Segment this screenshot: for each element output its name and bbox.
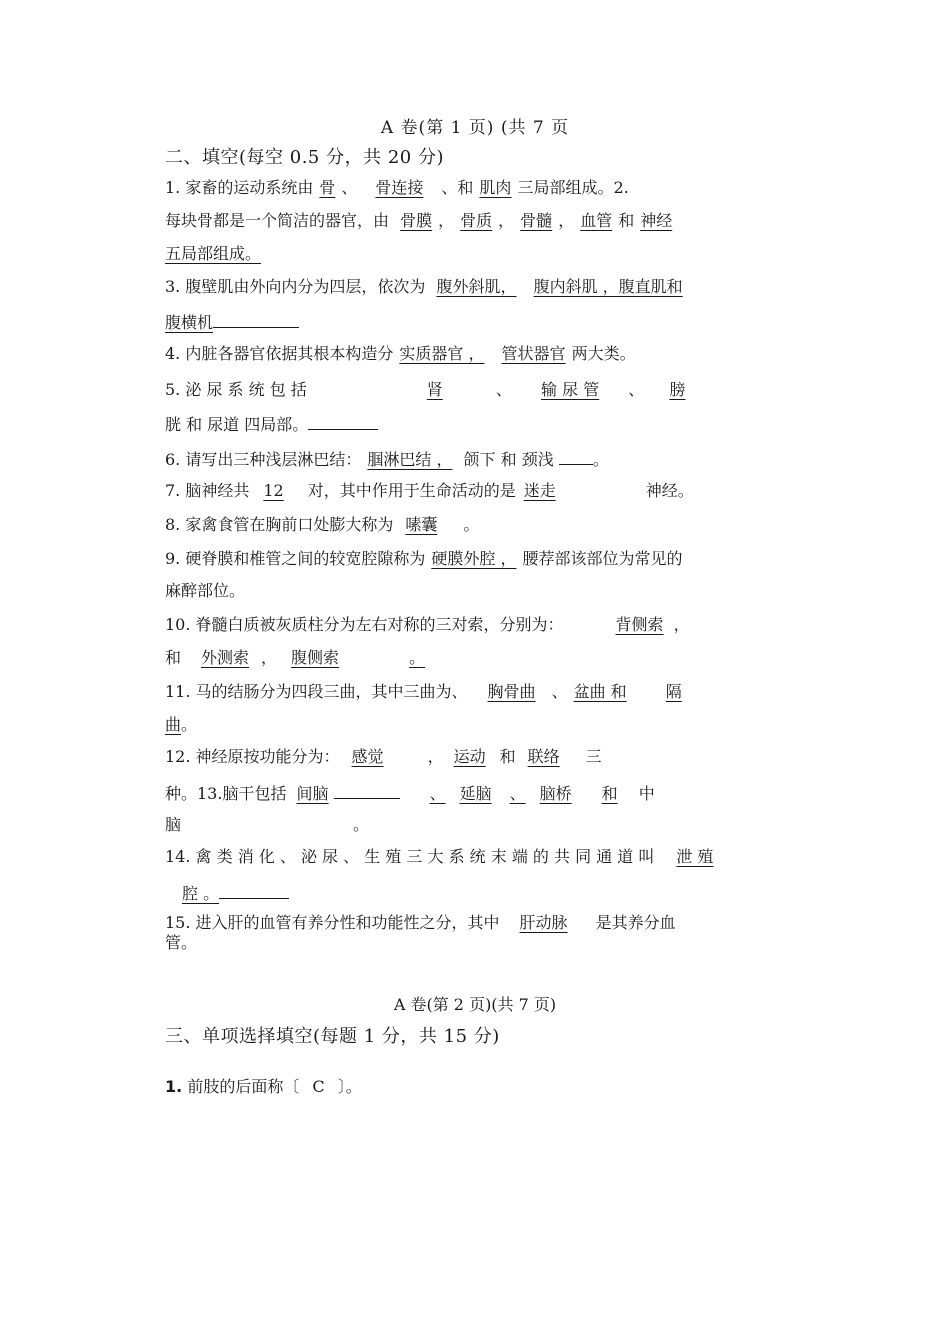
answer-blank [559,446,593,465]
section2-title: 二、填空(每空 0.5 分，共 20 分) [165,147,444,168]
answer-blank [308,411,378,430]
answer: 外测索 [201,648,250,667]
answer: 膀 [669,380,686,399]
answer-blank [213,309,299,328]
answer: 骨髓 [520,211,553,230]
question-14-line2: 腔 。 [182,880,804,905]
page2-header: A 卷(第 2 页)(共 7 页) [393,995,557,1014]
answer: 肝动脉 [519,913,568,932]
page1-header: A 卷(第 1 页) (共 7 页 [380,118,570,138]
section3-title: 三、单项选择填空(每题 1 分，共 15 分) [165,1026,500,1047]
question-13-line2: 脑 。 [165,815,370,834]
question-14: 14. 禽 类 消 化 、 泌 尿 、 生 殖 三 大 系 统 末 端 的 共 同 通 道 叫 泄 殖 [165,847,714,866]
question-3: 3. 腹壁肌由外向内分为四层，依次为 腹外斜肌， 腹内斜肌 ，腹直肌和 [165,276,787,298]
mc-answer: C [312,1077,325,1096]
answer: 隔 [665,682,682,701]
question-4: 4. 内脏各器官依据其根本构造分 实质器官 ， 管状器官 两大类。 [165,344,636,363]
answer: 迷走 [523,481,556,500]
question-10: 10. 脊髓白质被灰质柱分为左右对称的三对索，分别为： 背侧索 ， [165,615,690,634]
answer: 腹内斜肌 ，腹直肌和 [533,277,683,296]
question-3-line2: 腹横机 [165,309,787,334]
answer: 脑桥 [539,784,572,803]
answer: 神经 [640,211,673,230]
answer: 胸骨曲 [487,682,536,701]
question-11: 11. 马的结肠分为四段三曲，其中三曲为、 胸骨曲 、 盆曲 和 隔 [165,682,682,701]
answer: 血管 [580,211,613,230]
answer: 12 [263,481,284,500]
question-15: 15. 进入肝的血管有养分性和功能性之分，其中 肝动脉 是其养分血 [165,913,676,932]
mc-question-1: 1. 前肢的后面称〔 C 〕。 [165,1077,362,1096]
question-10-line2: 和 外测索 ， 腹侧索 。 [165,648,426,667]
answer-blank [334,780,400,799]
question-9: 9. 硬脊膜和椎管之间的较宽腔隙称为 硬膜外腔 ， 腰荐部该部位为常见的 [165,549,683,568]
question-1: 1. 家畜的运动系统由 骨 、 骨连接 、和 肌肉 三局部组成。2. [165,178,629,197]
answer: 感觉 [351,747,384,766]
answer: 骨 [319,178,336,197]
answer: 肾 [426,380,443,399]
answer: 腹侧索 [291,648,340,667]
question-13: 种。13.脑干包括 间脑 、 延脑 、 脑桥 和 中 [165,780,787,805]
answer: 腘淋巴结 ， [367,450,453,469]
answer: 泄 殖 [676,847,714,866]
answer: 实质器官 ， [399,344,485,363]
question-11-line2: 曲。 [165,715,198,734]
question-5: 5. 泌 尿 系 统 包 括 肾 、 输 尿 管 、 膀 [165,380,686,399]
answer: 骨连接 [375,178,424,197]
question-2-line2: 五局部组成。 [165,244,262,263]
answer: 输 尿 管 [541,380,600,399]
answer: 骨质 [460,211,493,230]
question-2: 每块骨都是一个简洁的器官，由 骨膜 ， 骨质 ， 骨髓 ， 血管 和 神经 [165,210,787,232]
question-9-line2: 麻醉部位。 [165,581,246,600]
answer: 管状器官 [501,344,566,363]
answer-blank [219,880,289,899]
question-7: 7. 脑神经共 12 对，其中作用于生命活动的是 迷走 神经。 [165,481,694,500]
question-5-line2: 胱 和 尿道 四局部。 [165,411,787,436]
answer: 延脑 [459,784,492,803]
question-8: 8. 家禽食管在胸前口处膨大称为 嗉囊 。 [165,515,480,534]
answer: 骨膜 [400,211,433,230]
answer: 肌肉 [479,178,512,197]
question-12: 12. 神经原按功能分为： 感觉 ， 运动 和 联络 三 [165,747,602,766]
answer: 腹外斜肌， [436,277,517,296]
answer: 联络 [527,747,560,766]
answer: 嗉囊 [405,515,438,534]
answer: 间脑 [296,784,329,803]
answer: 盆曲 和 [573,682,627,701]
question-15-line2: 管。 [165,933,198,952]
answer: 背侧索 [615,615,664,634]
question-6: 6. 请写出三种浅层淋巴结： 腘淋巴结 ， 颌下 和 颈浅 。 [165,446,787,471]
answer: 运动 [453,747,486,766]
answer: 硬膜外腔 ， [431,549,517,568]
